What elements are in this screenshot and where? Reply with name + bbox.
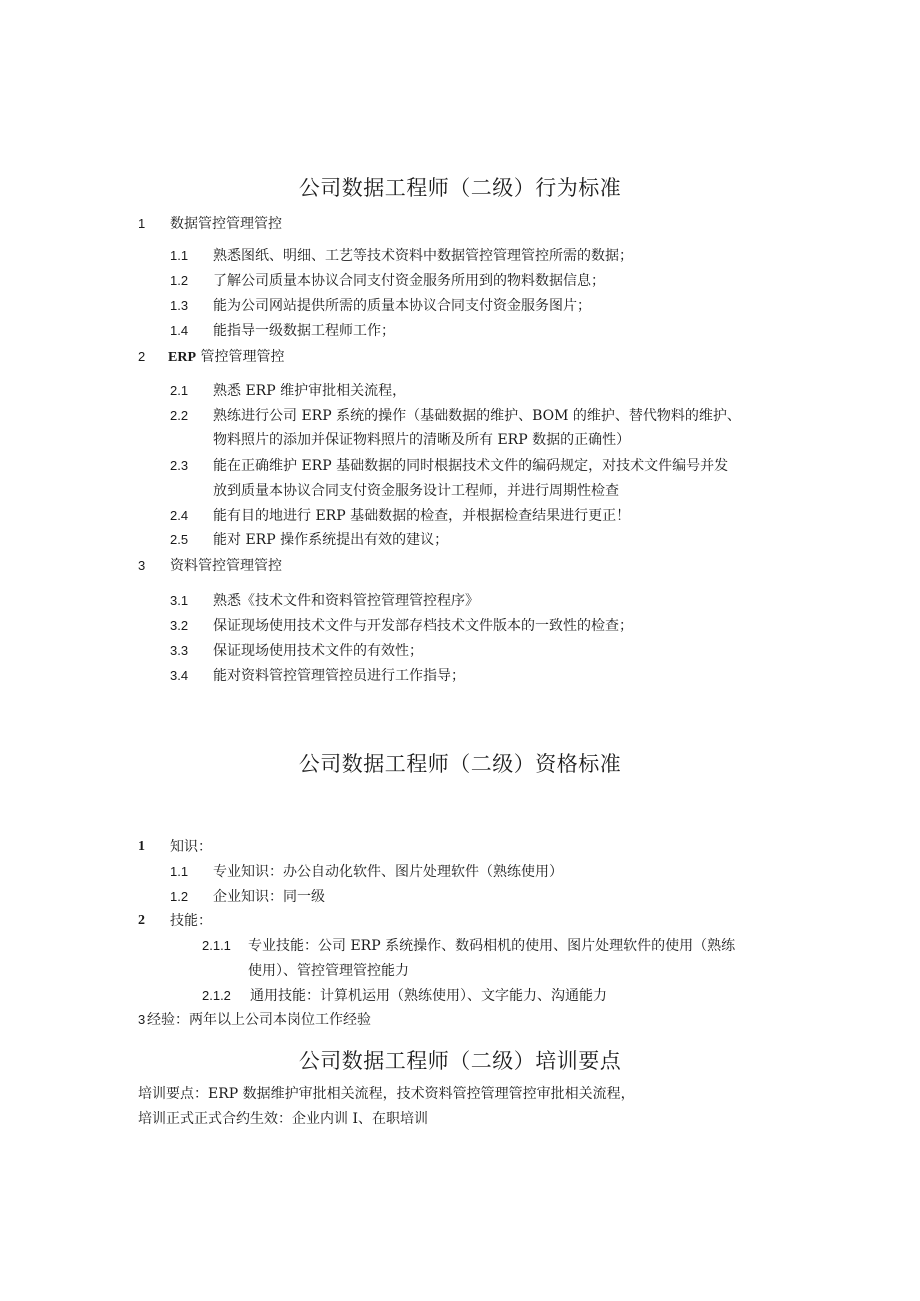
section-title-training: 公司数据工程师（二级）培训要点	[298, 1049, 622, 1073]
section-title-behavior: 公司数据工程师（二级）行为标准	[298, 176, 622, 200]
section-title-qualification: 公司数据工程师（二级）资格标准	[298, 752, 622, 776]
training-method-text: 培训正式正式合约生效：企业内训 I、在职培训	[138, 1111, 428, 1127]
document-page: 公司数据工程师（二级）行为标准 1 数据管控管理管控 1.1 熟悉图纸、明细、工艺等技术资料中数据管控管理管控所需的数据； 1.2 了解公司质量本协议合同支付资金服务所用到的物料数据信息； 1.3 能为公司网站提供所需的质量本协议合同支付资金服务图片； 1.4 能指导一级数据工程师工作； 2 ERP 管控管理管控 2.1 熟悉 ERP 维护审批相关流程， 2.2 熟练进行公司 ERP 系统的操作（基础数据的维护、BOM 的维护、替代物料的维护、 物料照片的添加并保证物料照片的清晰及所有 ERP 数据的正确性） 2.3 能在正确维护 ERP 基础数据的同时根据技术文件的编码规定，对技术文件编号并发 放到质量本协议合同支付资金服务设计工程师，并进行周期性检查 2.4 能有目的地进行 ERP 基础数据的检查，并根据检查结果进行更正！ 2.5 能对 ERP 操作系统提出有效的建议； 3 资料管控管理管控 3.1 熟悉《技术文件和资料管控管理管控程序》 3.2 保证现场使用技术文件与开发部存档技术文件版本的一致性的检查； 3.3 保证现场使用技术文件的有效性； 3.4 能对资料管控管理管控员进行工作指导； 公司数据工程师（二级）资格标准 1 知识： 1.1 专业知识：办公自动化软件、图片处理软件（熟练使用） 1.2 企业知识：同一级 2 技能： 2.1.1 专业技能：公司 ERP 系统操作、数码相机的使用、图片处理软件的使用（熟练 使用）、管控管理管控能力 2.1.2 通用技能：计算机运用（熟练使用）、文字能力、沟通能力 3 经验：两年以上公司本岗位工作经验 公司数据工程师（二级）培训要点 培训要点：ERP 数据维护审批相关流程，技术资料管控管理管控审批相关流程， 培训正式正式合约生效：企业内训 I、在职培训	[0, 0, 920, 1301]
training-points-text: 培训要点：ERP 数据维护审批相关流程，技术资料管控管理管控审批相关流程，	[138, 1086, 635, 1102]
